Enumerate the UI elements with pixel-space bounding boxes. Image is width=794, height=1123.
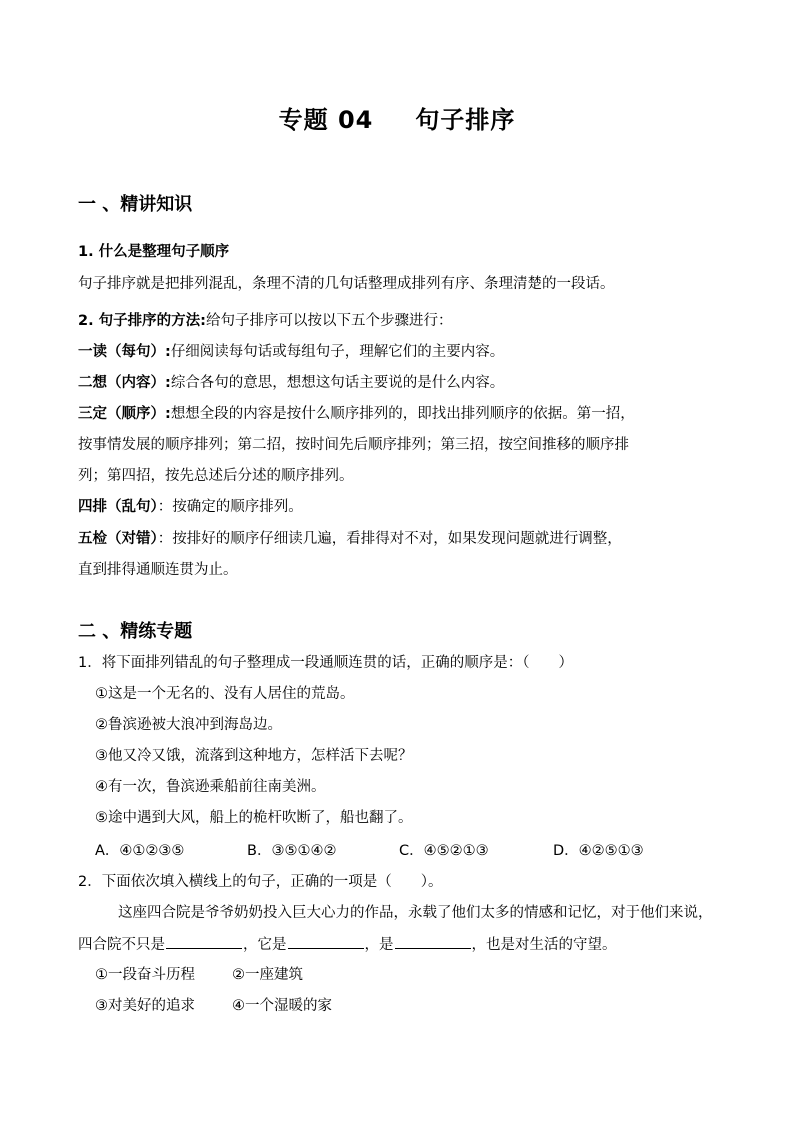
q2-text-a: 四合院不只是 xyxy=(78,937,165,953)
option-c[interactable]: C．④⑤②①③ xyxy=(399,843,489,859)
step-4-text: ：按确定的顺序排列。 xyxy=(157,499,303,515)
choice-1: ①一段奋斗历程 xyxy=(95,967,195,983)
knowledge-q2-title xyxy=(78,311,452,331)
step-3-text-line3: 列；第四招，按先总述后分述的顺序排列。 xyxy=(78,468,354,484)
title-topic-number: 专题 04 xyxy=(278,106,374,134)
practice-q1-stem: 1．将下面排列错乱的句子整理成一段通顺连贯的话，正确的顺序是：（ ） xyxy=(78,655,573,671)
option-b[interactable]: B．③⑤①④② xyxy=(247,843,337,859)
step-5 xyxy=(78,529,622,549)
fill-blank-3[interactable] xyxy=(395,934,471,949)
practice-q2-stem: 2．下面依次填入横线上的句子，正确的一项是（ ）。 xyxy=(78,874,443,890)
knowledge-q1-text: 句子排序就是把排列混乱，条理不清的几句话整理成排列有序、条理清楚的一段话。 xyxy=(78,276,615,292)
practice-q1-sentence-4: ④有一次，鲁滨逊乘船前往南美洲。 xyxy=(95,779,326,795)
step-5-text-line2: 直到排得通顺连贯为止。 xyxy=(78,562,238,578)
choice-2: ②一座建筑 xyxy=(232,967,303,983)
practice-q2-choices-row2 xyxy=(95,996,332,1016)
page-title xyxy=(0,100,794,135)
step-1-text: 仔细阅读每句话或每组句子，理解它们的主要内容。 xyxy=(170,344,505,360)
step-3-text-line2: 按事情发展的顺序排列；第二招，按时间先后顺序排列；第三招，按空间推移的顺序排 xyxy=(78,437,629,453)
q2-text-d: ，也是对生活的守望。 xyxy=(471,937,617,953)
step-2-text: 综合各句的意思，想想这句话主要说的是什么内容。 xyxy=(170,375,505,391)
step-5-text-line1: ：按排好的顺序仔细读几遍，看排得对不对，如果发现问题就进行调整， xyxy=(157,531,622,547)
step-5-label: 五检（对错） xyxy=(78,531,158,547)
step-1 xyxy=(78,342,504,362)
step-3-text-line1: 想想全段的内容是按什么顺序排列的，即找出排列顺序的依据。第一招， xyxy=(170,406,635,422)
fill-blank-2[interactable] xyxy=(288,934,364,949)
step-1-label: 一读（每句）: xyxy=(78,344,171,360)
option-a[interactable]: A．④①②③⑤ xyxy=(95,843,185,859)
practice-q2-paragraph-line1: 这座四合院是爷爷奶奶投入巨大心力的作品，永载了他们太多的情感和记忆，对于他们来说， xyxy=(118,905,713,921)
q2-text-c: ，是 xyxy=(364,937,394,953)
step-2 xyxy=(78,373,504,393)
practice-q2-paragraph-line2 xyxy=(78,934,617,955)
knowledge-q2-title-rest: 给句子排序可以按以下五个步骤进行： xyxy=(205,313,453,329)
knowledge-q2-title-bold: 2. 句子排序的方法: xyxy=(78,313,206,329)
knowledge-q1-title: 1. 什么是整理句子顺序 xyxy=(78,244,230,260)
practice-q1-options xyxy=(95,841,644,861)
choice-4: ④一个湿暖的家 xyxy=(232,998,332,1014)
title-topic-name: 句子排序 xyxy=(415,106,516,134)
q2-text-b: ，它是 xyxy=(243,937,287,953)
practice-q1-sentence-5: ⑤途中遇到大风，船上的桅杆吹断了，船也翻了。 xyxy=(95,810,413,826)
step-3-label: 三定（顺序）: xyxy=(78,406,171,422)
fill-blank-1[interactable] xyxy=(166,934,242,949)
section-heading-knowledge: 一 、精讲知识 xyxy=(78,194,193,215)
option-d[interactable]: D．④②⑤①③ xyxy=(553,843,644,859)
step-4-label: 四排（乱句） xyxy=(78,499,158,515)
section-heading-practice: 二 、精练专题 xyxy=(78,621,193,642)
choice-3: ③对美好的追求 xyxy=(95,998,195,1014)
step-4 xyxy=(78,497,303,517)
practice-q1-sentence-2: ②鲁滨逊被大浪冲到海岛边。 xyxy=(95,717,282,733)
step-2-label: 二想（内容）: xyxy=(78,375,171,391)
practice-q1-sentence-1: ①这是一个无名的、没有人居住的荒岛。 xyxy=(95,686,355,702)
practice-q1-sentence-3: ③他又冷又饿，流落到这种地方，怎样活下去呢？ xyxy=(95,748,413,764)
step-3 xyxy=(78,404,635,424)
practice-q2-choices-row1 xyxy=(95,965,303,985)
